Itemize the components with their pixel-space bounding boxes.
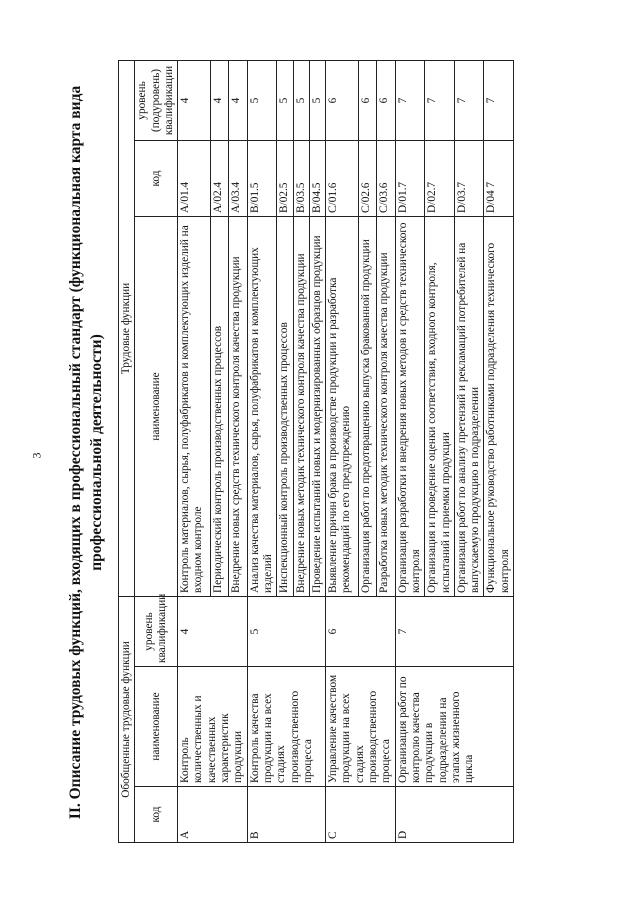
table-row (247, 60, 277, 842)
func-name-header: наименование (135, 216, 178, 596)
func-code-header: код (135, 140, 178, 216)
function-code: D/04 7 (484, 140, 514, 216)
page-number: 3 (29, 452, 44, 459)
table-row (178, 60, 211, 842)
function-name: Организация разработки и внедрения новых методов и средств технического контроля (395, 216, 425, 596)
function-name: Инспекционный контроль производственных процессов (277, 216, 293, 596)
function-name: Функциональное руководство работниками подразделения технического контроля (484, 216, 514, 596)
function-level: 6 (326, 60, 359, 140)
function-name: Периодический контроль производственных процессов (211, 216, 229, 596)
group-code: A (178, 787, 247, 843)
group-level: 6 (326, 596, 395, 666)
function-level: 5 (247, 60, 277, 140)
function-level: 4 (211, 60, 229, 140)
function-name: Анализ качества материалов, сырья, полуфабрикатов и комплектующих изделий (247, 216, 277, 596)
function-code: B/03.5 (293, 140, 309, 216)
function-level: 6 (377, 60, 395, 140)
function-code: C/01.6 (326, 140, 359, 216)
function-code: D/02.7 (425, 140, 455, 216)
group-name: Контроль качества продукции на всех стадиях производственного процесса (247, 667, 325, 787)
function-level: 4 (229, 60, 247, 140)
function-name: Проведение испытаний новых и модернизированных образцов продукции (309, 216, 325, 596)
function-level: 7 (454, 60, 484, 140)
group-name: Управление качеством продукции на всех стадиях производственного процесса (326, 667, 395, 787)
function-name: Выявление причин брака в производстве продукции и разработка рекомендаций по его предупреждению (326, 216, 359, 596)
function-name: Контроль материалов, сырья, полуфабрикатов и комплектующих изделий на входном контроле (178, 216, 211, 596)
function-code: C/03.6 (377, 140, 395, 216)
function-code: A/02.4 (211, 140, 229, 216)
function-code: B/02.5 (277, 140, 293, 216)
function-code: D/03.7 (454, 140, 484, 216)
function-level: 4 (178, 60, 211, 140)
function-name: Организация работ по предотвращению выпуска бракованной продукции (359, 216, 377, 596)
group-code: D (395, 787, 513, 843)
section-title-line-1: II. Описание трудовых функций, входящих в профессиональный стандарт (функциональная карта вида (67, 85, 84, 820)
function-level: 7 (425, 60, 455, 140)
function-code: A/03.4 (229, 140, 247, 216)
function-name: Разработка новых методик технического контроля качества продукции (377, 216, 395, 596)
labor-functions-header: Трудовые функции (119, 60, 135, 596)
function-code: C/02.6 (359, 140, 377, 216)
function-code: A/01.4 (178, 140, 211, 216)
group-level: 5 (247, 596, 325, 666)
group-code: B (247, 787, 325, 843)
table-row (395, 60, 425, 842)
function-code: D/01.7 (395, 140, 425, 216)
function-name: Внедрение новых методик технического контроля качества продукции (293, 216, 309, 596)
section-title-line-2: профессиональной деятельности) (88, 334, 105, 571)
function-level: 6 (359, 60, 377, 140)
function-name: Организация и проведение оценки соответствия, входного контроля, испытаний и приемки продукции (425, 216, 455, 596)
function-code: B/04.5 (309, 140, 325, 216)
gen-name-header: наименование (135, 667, 178, 787)
gen-level-header: уровень квалификации (135, 596, 178, 666)
function-name: Организация работ по анализу претензий и рекламаций потребителей на выпускаемую продукцию в подразделении (454, 216, 484, 596)
group-level: 7 (395, 596, 513, 666)
gen-code-header: код (135, 787, 178, 843)
table-row (326, 60, 359, 842)
function-code: B/01.5 (247, 140, 277, 216)
group-name: Организация работ по контролю качества продукции в подразделении на этапах жизненного цикла (395, 667, 513, 787)
functional-map-table (118, 60, 514, 843)
group-code: C (326, 787, 395, 843)
function-name: Внедрение новых средств технического контроля качества продукции (229, 216, 247, 596)
function-level: 7 (484, 60, 514, 140)
func-level-header: уровень (подуровень) квалификации (135, 60, 178, 140)
function-level: 5 (277, 60, 293, 140)
group-level: 4 (178, 596, 247, 666)
group-name: Контроль количественных и качественных характеристик продукции (178, 667, 247, 787)
generalized-functions-header: Обобщенные трудовые функции (119, 596, 135, 842)
function-level: 5 (309, 60, 325, 140)
function-level: 7 (395, 60, 425, 140)
function-level: 5 (293, 60, 309, 140)
